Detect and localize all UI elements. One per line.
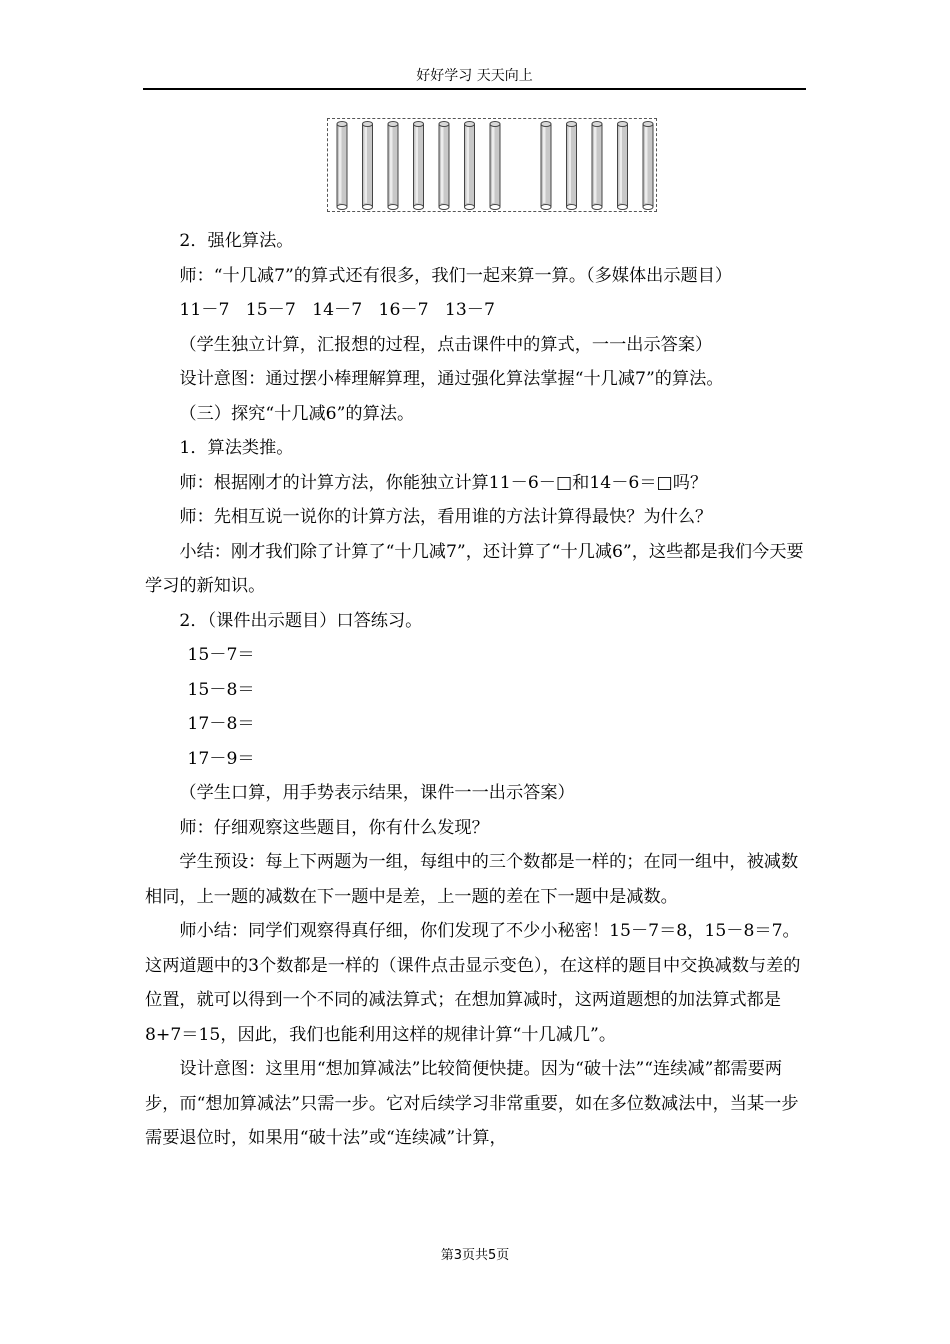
counting-sticks-drawing bbox=[328, 119, 658, 213]
teacher-line: 师：“十几减7”的算式还有很多，我们一起来算一算。（多媒体出示题目） bbox=[179, 265, 733, 286]
counting-stick bbox=[567, 122, 577, 210]
header-title: 好好学习 天天向上 bbox=[416, 68, 533, 84]
student-prediction: 学生预设：每上下两题为一组，每组中的三个数都是一样的；在同一组中，被减数相同，上一题的减数在下一题中是差，上一题的差在下一题中是减数。 bbox=[145, 852, 799, 907]
teacher-line: 师：根据刚才的计算方法，你能独立计算11－6－□和14－6＝□吗？ bbox=[179, 472, 708, 493]
counting-stick bbox=[414, 122, 424, 210]
page-number: 第3页共5页 bbox=[440, 1248, 510, 1263]
section-heading: （三）探究“十几减6”的算法。 bbox=[179, 403, 415, 424]
counting-stick bbox=[439, 122, 449, 210]
counting-stick bbox=[541, 122, 551, 210]
summary: 小结：刚才我们除了计算了“十几减7”，还计算了“十几减6”，这些都是我们今天要学习的新知识。 bbox=[145, 541, 804, 596]
student-activity: （学生口算，用手势表示结果，课件一一出示答案） bbox=[179, 783, 575, 803]
expression-row: 11－7 15－7 14－7 16－7 13－7 bbox=[179, 300, 495, 320]
teacher-line: 师：先相互说一说你的计算方法，看用谁的方法计算得最快？为什么？ bbox=[179, 507, 713, 527]
oral-exercise: 15－7＝ bbox=[187, 645, 255, 665]
section-heading: 2．强化算法。 bbox=[179, 231, 294, 251]
section-heading: 1．算法类推。 bbox=[179, 438, 294, 458]
design-intent: 设计意图：通过摆小棒理解算理，通过强化算法掌握“十几减7”的算法。 bbox=[179, 369, 724, 389]
counting-stick bbox=[363, 122, 373, 210]
teacher-line: 师：仔细观察这些题目，你有什么发现？ bbox=[179, 817, 489, 838]
counting-stick bbox=[490, 122, 500, 210]
page-footer bbox=[0, 1246, 950, 1266]
counting-stick bbox=[465, 122, 475, 210]
counting-stick bbox=[337, 122, 347, 210]
oral-exercise: 17－8＝ bbox=[187, 714, 255, 734]
counting-stick bbox=[618, 122, 628, 210]
teacher-summary: 师小结：同学们观察得真仔细，你们发现了不少小秘密！15－7＝8，15－8＝7。这两道题中的3个数都是一样的（课件点击显示变色），在这样的题目中交换减数与差的位置，就可以得到一个不同的减法算式；在想加算减时，这两道题想的加法算式都是8+7＝15，因此，我们也能利用这样的规律计算“十几减几”。 bbox=[145, 921, 801, 1045]
oral-exercise: 17－9＝ bbox=[187, 748, 255, 769]
counting-sticks-figure bbox=[327, 118, 657, 212]
oral-exercise: 15－8＝ bbox=[187, 679, 255, 700]
page-header bbox=[143, 66, 806, 90]
lesson-body bbox=[145, 224, 805, 1156]
counting-stick bbox=[388, 122, 398, 210]
section-heading: 2．（课件出示题目）口答练习。 bbox=[179, 610, 423, 631]
counting-stick bbox=[592, 122, 602, 210]
design-intent: 设计意图：这里用“想加算减法”比较简便快捷。因为“破十法”“连续减”都需要两步，而“想加算减法”只需一步。它对后续学习非常重要，如在多位数减法中，当某一步需要退位时，如果用“破十法”或“连续减”计算， bbox=[145, 1059, 799, 1148]
counting-stick bbox=[643, 122, 653, 210]
student-activity: （学生独立计算，汇报想的过程，点击课件中的算式，一一出示答案） bbox=[179, 334, 713, 355]
